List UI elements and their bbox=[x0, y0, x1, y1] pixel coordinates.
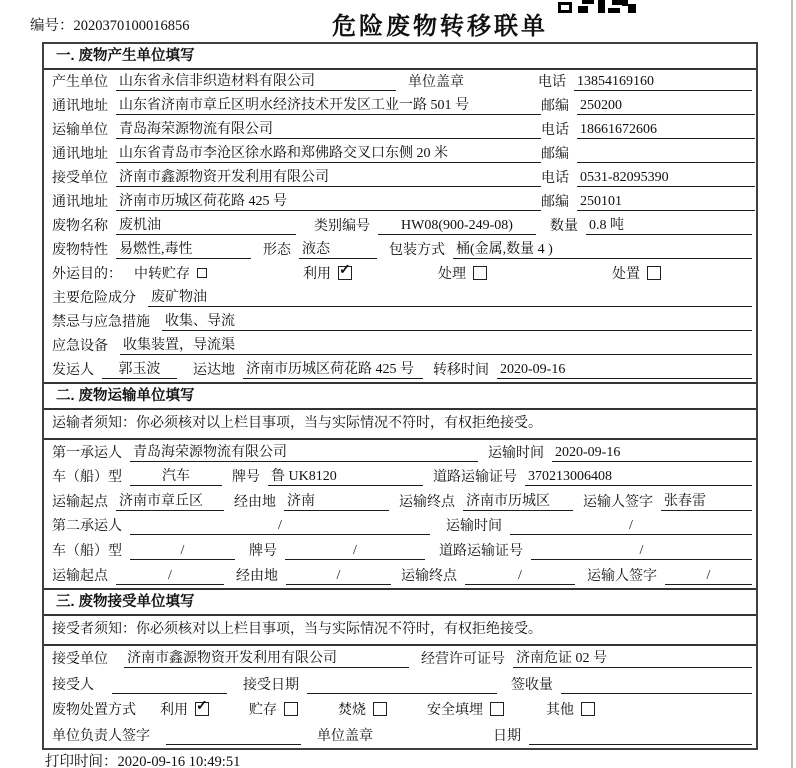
row-acceptor bbox=[44, 671, 756, 697]
field-value: 济南 bbox=[284, 493, 389, 511]
field-value: 2020-09-16 bbox=[497, 361, 752, 379]
field-value: 370213006408 bbox=[525, 468, 752, 486]
row-producer-unit bbox=[44, 70, 756, 94]
field-label: 道路运输证号 bbox=[439, 543, 523, 559]
transfer-form-table bbox=[42, 42, 758, 750]
field-label: 运输单位 bbox=[52, 123, 108, 138]
field-value: 济南市鑫源物资开发利用有限公司 bbox=[124, 650, 409, 668]
row-vehicle-type-1 bbox=[44, 465, 756, 490]
checkbox-dispose bbox=[647, 266, 661, 280]
field-value: HW08(900-249-08) bbox=[378, 217, 536, 235]
row-hazard-component bbox=[44, 286, 756, 310]
field-label: 接受单位 bbox=[52, 652, 108, 668]
field-label: 签收量 bbox=[511, 677, 553, 693]
option-treat bbox=[438, 263, 487, 283]
option-landfill bbox=[427, 699, 504, 719]
field-value: 液态 bbox=[299, 241, 377, 259]
option-label: 其他 bbox=[546, 703, 574, 719]
row-route-1 bbox=[44, 489, 756, 514]
checkbox-other bbox=[581, 702, 595, 716]
option-incinerate bbox=[338, 699, 387, 719]
checkbox-store bbox=[284, 702, 298, 716]
section1-title: 一. 废物产生单位填写 bbox=[44, 44, 756, 70]
option-transfer-storage bbox=[134, 263, 207, 283]
field-label: 废物名称 bbox=[52, 219, 108, 234]
field-label: 运输终点 bbox=[399, 494, 455, 510]
field-value: / bbox=[116, 567, 224, 585]
row-emergency-measures bbox=[44, 310, 756, 334]
field-value: 收集装置，导流渠 bbox=[120, 337, 752, 355]
checkbox-incinerate bbox=[373, 702, 387, 716]
option-dispose bbox=[612, 263, 661, 283]
option-utilize bbox=[303, 263, 352, 283]
field-label: 应急设备 bbox=[52, 339, 108, 354]
print-time-label: 打印时间： bbox=[45, 754, 118, 768]
field-value: 18661672606 bbox=[577, 121, 755, 139]
field-label: 形态 bbox=[263, 243, 291, 258]
field-label: 数量 bbox=[550, 219, 578, 234]
field-label: 经由地 bbox=[236, 568, 278, 584]
field-label: 运达地 bbox=[193, 363, 235, 378]
field-value bbox=[166, 727, 301, 745]
field-value: 郭玉波 bbox=[102, 361, 177, 379]
serial-label: 编号： bbox=[30, 18, 74, 34]
field-label: 外运目的： bbox=[52, 267, 122, 282]
option-utilize bbox=[160, 699, 209, 719]
field-label: 运输起点 bbox=[52, 568, 108, 584]
row-first-carrier bbox=[44, 440, 756, 465]
transporter-notice: 运输者须知：你必须核对以上栏目事项，当与实际情况不符时，有权拒绝接受。 bbox=[44, 410, 756, 440]
field-label: 通讯地址 bbox=[52, 195, 108, 210]
field-value: / bbox=[286, 567, 391, 585]
field-label: 邮编 bbox=[541, 195, 569, 210]
field-label: 邮编 bbox=[541, 99, 569, 114]
field-label: 废物处置方式 bbox=[52, 703, 136, 719]
row-waste-name bbox=[44, 214, 756, 238]
field-label: 第二承运人 bbox=[52, 519, 122, 535]
option-label: 安全填埋 bbox=[427, 703, 483, 719]
field-value: 2020-09-16 bbox=[552, 444, 752, 462]
field-label: 电话 bbox=[541, 171, 569, 186]
field-label: 主要危险成分 bbox=[52, 291, 136, 306]
field-value: 0.8 吨 bbox=[586, 217, 752, 235]
field-value: 山东省济南市章丘区明水经济技术开发区工业一路 501 号 bbox=[116, 97, 541, 115]
field-label: 单位盖章 bbox=[408, 75, 464, 90]
row-accepting-unit bbox=[44, 646, 756, 672]
field-label: 运输人签字 bbox=[587, 568, 657, 584]
checkbox-landfill bbox=[490, 702, 504, 716]
field-label: 经由地 bbox=[234, 494, 276, 510]
field-value: / bbox=[531, 542, 752, 560]
field-label: 牌号 bbox=[232, 470, 260, 486]
row-vehicle-type-2 bbox=[44, 538, 756, 563]
field-label: 道路运输证号 bbox=[433, 470, 517, 486]
field-label: 运输终点 bbox=[401, 568, 457, 584]
receiver-notice: 接受者须知：你必须核对以上栏目事项，当与实际情况不符时，有权拒绝接受。 bbox=[44, 616, 756, 646]
print-time-value: 2020-09-16 10:49:51 bbox=[117, 754, 241, 768]
field-label: 单位负责人签字 bbox=[52, 728, 150, 744]
qr-code-icon bbox=[558, 0, 642, 13]
row-disposal-method bbox=[44, 697, 756, 723]
row-route-2 bbox=[44, 563, 756, 588]
field-label: 类别编号 bbox=[314, 219, 370, 234]
row-transfer-purpose bbox=[44, 262, 756, 286]
field-label: 第一承运人 bbox=[52, 445, 122, 461]
page-edge-line bbox=[791, 0, 793, 768]
field-value: 汽车 bbox=[130, 468, 222, 486]
field-value: 济南市章丘区 bbox=[116, 493, 224, 511]
row-second-carrier bbox=[44, 514, 756, 539]
field-value: 济南危证 02 号 bbox=[513, 650, 752, 668]
field-value: 张春雷 bbox=[661, 493, 752, 511]
section3-title: 三. 废物接受单位填写 bbox=[44, 588, 756, 616]
field-value: 250200 bbox=[577, 97, 755, 115]
row-transport-unit bbox=[44, 118, 756, 142]
serial-value: 2020370100016856 bbox=[73, 18, 190, 34]
field-label: 单位盖章 bbox=[317, 728, 373, 744]
field-value: 济南市历城区荷花路 425 号 bbox=[243, 361, 423, 379]
option-label: 利用 bbox=[303, 267, 331, 282]
section3-body bbox=[44, 646, 756, 748]
field-label: 运输人签字 bbox=[583, 494, 653, 510]
page-title: 危险废物转移联单 bbox=[332, 13, 548, 40]
field-value: 山东省青岛市李沧区徐水路和郑佛路交叉口东侧 20 米 bbox=[116, 145, 541, 163]
field-label: 运输时间 bbox=[488, 445, 544, 461]
option-store bbox=[249, 699, 298, 719]
field-label: 产生单位 bbox=[52, 75, 108, 90]
field-value bbox=[307, 676, 497, 694]
field-value: / bbox=[130, 517, 430, 535]
checkbox-utilize bbox=[195, 702, 209, 716]
row-responsible-signature bbox=[44, 722, 756, 748]
field-value: / bbox=[665, 567, 752, 585]
field-value: 青岛海荣源物流有限公司 bbox=[130, 444, 478, 462]
field-label: 接受日期 bbox=[243, 677, 299, 693]
field-value: 济南市鑫源物资开发利用有限公司 bbox=[116, 169, 541, 187]
field-label: 通讯地址 bbox=[52, 99, 108, 114]
option-label: 贮存 bbox=[249, 703, 277, 719]
field-value: 250101 bbox=[577, 193, 755, 211]
field-label: 运输时间 bbox=[446, 519, 502, 535]
field-label: 废物特性 bbox=[52, 243, 108, 258]
option-label: 处置 bbox=[612, 267, 640, 282]
row-receiver-unit bbox=[44, 166, 756, 190]
field-value bbox=[561, 676, 752, 694]
checkbox-treat bbox=[473, 266, 487, 280]
print-timestamp bbox=[45, 750, 240, 768]
field-value: 废矿物油 bbox=[148, 289, 752, 307]
serial-number bbox=[30, 14, 190, 35]
row-consignor bbox=[44, 358, 756, 382]
field-label: 日期 bbox=[493, 728, 521, 744]
field-value: 青岛海荣源物流有限公司 bbox=[116, 121, 541, 139]
option-other bbox=[546, 699, 595, 719]
field-value: 山东省永信非织造材料有限公司 bbox=[116, 73, 396, 91]
field-label: 牌号 bbox=[249, 543, 277, 559]
field-label: 运输起点 bbox=[52, 494, 108, 510]
option-label: 中转贮存 bbox=[134, 267, 190, 282]
field-label: 包装方式 bbox=[389, 243, 445, 258]
field-label: 车（船）型 bbox=[52, 470, 122, 486]
field-value: 废机油 bbox=[116, 217, 296, 235]
field-value: 桶(金属,数量 4 ) bbox=[453, 241, 752, 259]
option-label: 处理 bbox=[438, 267, 466, 282]
field-label: 转移时间 bbox=[433, 363, 489, 378]
section2-title: 二. 废物运输单位填写 bbox=[44, 382, 756, 410]
section1-body bbox=[44, 70, 756, 382]
field-value: 易燃性,毒性 bbox=[116, 241, 251, 259]
row-producer-address bbox=[44, 94, 756, 118]
field-label: 通讯地址 bbox=[52, 147, 108, 162]
checkbox-transfer-storage bbox=[197, 268, 207, 278]
row-waste-property bbox=[44, 238, 756, 262]
field-value: 0531-82095390 bbox=[577, 169, 755, 187]
field-label: 车（船）型 bbox=[52, 543, 122, 559]
field-label: 电话 bbox=[538, 75, 566, 90]
field-label: 接受单位 bbox=[52, 171, 108, 186]
field-label: 发运人 bbox=[52, 363, 94, 378]
option-label: 利用 bbox=[160, 703, 188, 719]
row-receiver-address bbox=[44, 190, 756, 214]
field-value: / bbox=[130, 542, 235, 560]
row-transport-address bbox=[44, 142, 756, 166]
field-value bbox=[577, 145, 755, 163]
field-label: 经营许可证号 bbox=[421, 652, 505, 668]
field-value: 收集、导流 bbox=[162, 313, 752, 331]
field-value: / bbox=[510, 517, 752, 535]
field-label: 电话 bbox=[541, 123, 569, 138]
section2-body bbox=[44, 440, 756, 588]
field-value: 鲁 UK8120 bbox=[268, 468, 423, 486]
field-value bbox=[529, 727, 752, 745]
field-label: 邮编 bbox=[541, 147, 569, 162]
field-label: 禁忌与应急措施 bbox=[52, 315, 150, 330]
field-value bbox=[112, 676, 227, 694]
field-label: 接受人 bbox=[52, 677, 94, 693]
checkbox-utilize bbox=[338, 266, 352, 280]
option-label: 焚烧 bbox=[338, 703, 366, 719]
field-value: / bbox=[285, 542, 425, 560]
field-value: 济南市历城区 bbox=[463, 493, 573, 511]
field-value: 济南市历城区荷花路 425 号 bbox=[116, 193, 541, 211]
field-value: 13854169160 bbox=[574, 73, 752, 91]
field-value: / bbox=[465, 567, 575, 585]
row-emergency-equipment bbox=[44, 334, 756, 358]
